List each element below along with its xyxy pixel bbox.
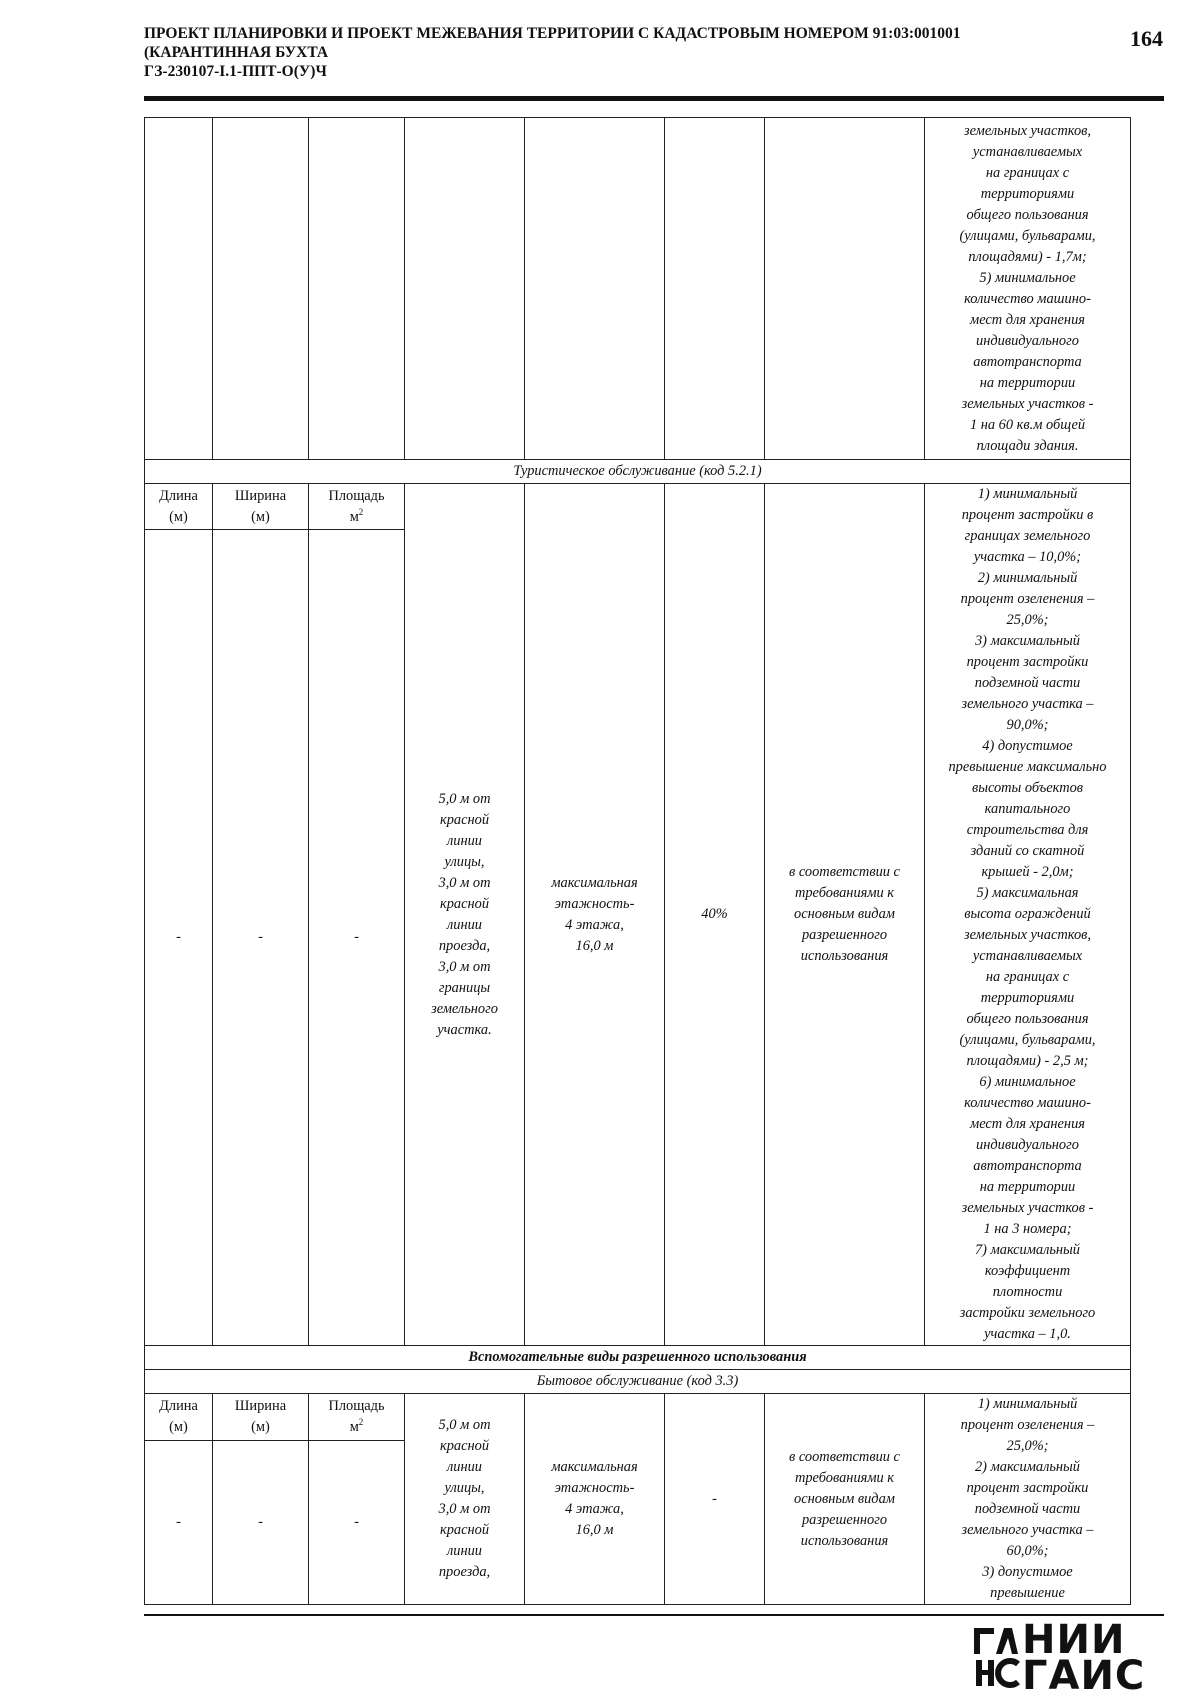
area-superscript: 2 xyxy=(358,1417,364,1428)
header-divider xyxy=(144,96,1164,101)
section-row-auxiliary xyxy=(145,1346,1131,1370)
logo-line-2: ГАИС xyxy=(1022,1653,1146,1699)
col-header-area xyxy=(309,1394,405,1441)
header-title: ПРОЕКТ ПЛАНИРОВКИ И ПРОЕКТ МЕЖЕВАНИЯ ТЕРРИТОРИИ С КАДАСТРОВЫМ НОМЕРОМ 91:03:001001 xyxy=(144,25,961,42)
section-title-tourism: Туристическое обслуживание (код 5.2.1) xyxy=(145,460,1131,484)
col-header-width: Ширина (м) xyxy=(213,1394,309,1441)
logo-text xyxy=(1022,1617,1146,1699)
cell-area: - xyxy=(309,1441,405,1605)
cell-empty xyxy=(145,118,213,460)
rules-text: земельных участков, устанавливаемых на границах с территориями общего пользования (улицами, бульварами, площадями) - 1,7м; 5) минимальное количество машино- мест для хранения индивидуального автотранспорта на территории земельных участков - 1 на 60 кв.м общей площади здания. xyxy=(959,122,1096,454)
cell-empty xyxy=(309,118,405,460)
cell-empty xyxy=(765,118,925,460)
cell-floors: максимальная этажность- 4 этажа, 16,0 м xyxy=(525,484,665,1346)
section-title-auxiliary: Вспомогательные виды разрешенного использования xyxy=(145,1346,1131,1370)
cell-width: - xyxy=(213,530,309,1346)
cell-length: - xyxy=(145,530,213,1346)
cell-area: - xyxy=(309,530,405,1346)
cell-empty xyxy=(213,118,309,460)
area-label: Площадь м xyxy=(328,487,385,525)
section-row-household xyxy=(145,1370,1131,1394)
col-header-width: Ширина (м) xyxy=(213,484,309,530)
header-subtitle: (КАРАНТИННАЯ БУХТА xyxy=(144,44,329,61)
cell-coverage: - xyxy=(665,1394,765,1605)
cell-empty xyxy=(665,118,765,460)
company-logo xyxy=(972,1617,1162,1699)
header-code: ГЗ-230107-I.1-ППТ-О(У)Ч xyxy=(144,63,327,80)
cell-coverage: 40% xyxy=(665,484,765,1346)
rules-text: 1) минимальный процент озеленения – 25,0%; 2) максимальный процент застройки подземной части земельного участка – 60,0%; 3) допустимое превышение xyxy=(960,1396,1095,1601)
cell-floors: максимальная этажность- 4 этажа, 16,0 м xyxy=(525,1394,665,1605)
logo-mark-icon xyxy=(972,1624,1020,1690)
table-row-household-header xyxy=(145,1394,1131,1441)
area-label: Площадь м xyxy=(328,1398,385,1435)
page-number: 164 xyxy=(1130,26,1163,51)
table-row-top-continuation xyxy=(145,118,1131,460)
cell-empty xyxy=(525,118,665,460)
area-superscript: 2 xyxy=(358,506,364,517)
rules-text: 1) минимальный процент застройки в границах земельного участка – 10,0%; 2) минимальный процент озеленения – 25,0%; 3) максимальный процент застройки подземной части земельного участка – 90,0%; 4) допустимое превышение максимально высоты объектов капитального строительства для зданий со скатной крышей - 2,0м; 5) максимальная высота ограждений земельных участков, устанавливаемых на границах с территориями общего пользования (улицами, бульварами, площадями) - 2,5 м; 6) минимальное количество машино- мест для хранения индивидуального автотранспорта на территории земельных участков - 1 на 3 номера; 7) максимальный коэффициент плотности застройки земельного участка – 1,0. xyxy=(948,486,1107,1342)
cell-length: - xyxy=(145,1441,213,1605)
document-header xyxy=(144,24,1104,81)
cell-compliance: в соответствии с требованиями к основным видам разрешенного использования xyxy=(765,1394,925,1605)
cell-setback: 5,0 м от красной линии улицы, 3,0 м от красной линии проезда, xyxy=(405,1394,525,1605)
cell-rules-continued xyxy=(925,118,1131,460)
logo-line-1: НИИ xyxy=(1022,1617,1126,1663)
col-header-length: Длина (м) xyxy=(145,1394,213,1441)
zoning-table xyxy=(144,117,1131,1605)
section-row-tourism xyxy=(145,460,1131,484)
cell-rules-household xyxy=(925,1394,1131,1605)
cell-compliance: в соответствии с требованиями к основным видам разрешенного использования xyxy=(765,484,925,1346)
cell-rules-tourism xyxy=(925,484,1131,1346)
cell-setback: 5,0 м от красной линии улицы, 3,0 м от красной линии проезда, 3,0 м от границы земельного участка. xyxy=(405,484,525,1346)
footer-divider xyxy=(144,1614,1164,1616)
col-header-area xyxy=(309,484,405,530)
col-header-length: Длина (м) xyxy=(145,484,213,530)
cell-empty xyxy=(405,118,525,460)
table-row-tourism-header xyxy=(145,484,1131,530)
section-title-household: Бытовое обслуживание (код 3.3) xyxy=(145,1370,1131,1394)
cell-width: - xyxy=(213,1441,309,1605)
